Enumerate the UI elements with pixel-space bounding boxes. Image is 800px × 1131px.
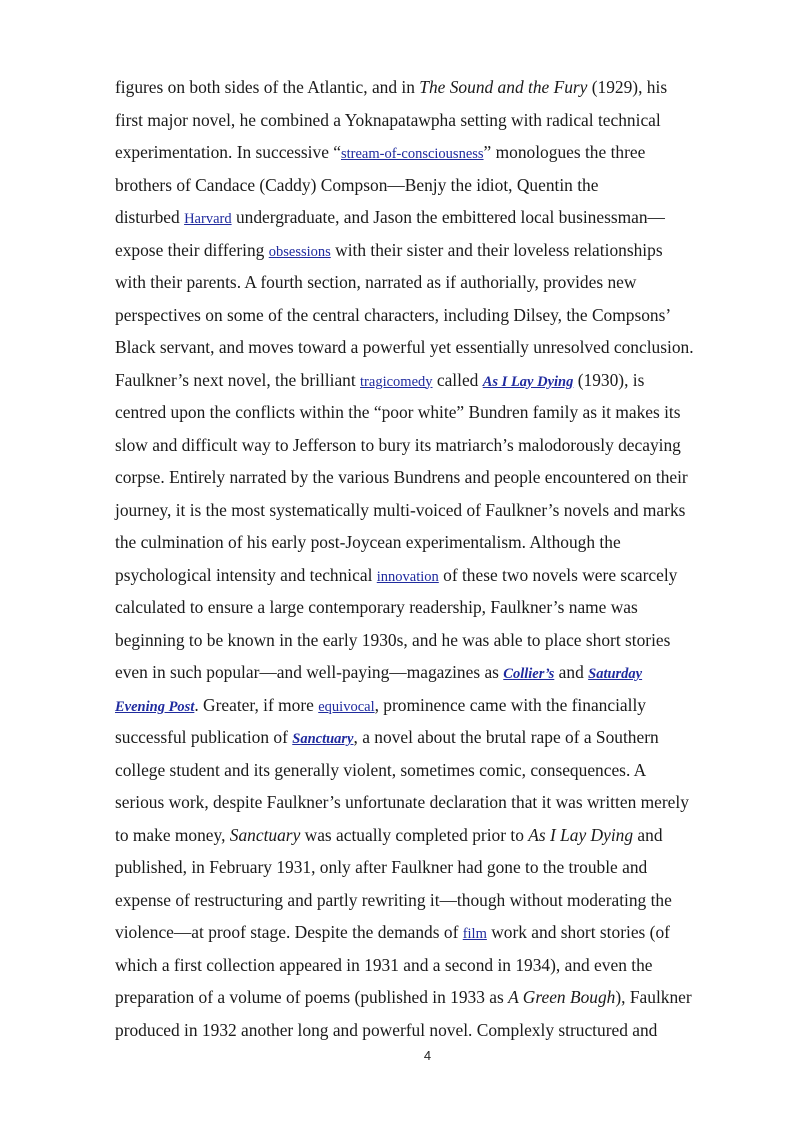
text-line (115, 461, 750, 494)
text-segment: even in such popular—and well-paying—magazines as (115, 662, 504, 682)
text-line (115, 526, 750, 559)
inline-link[interactable]: Collier’s (503, 666, 555, 682)
text-segment: undergraduate, and Jason the embittered local businessman— (231, 207, 665, 227)
text-line (115, 266, 750, 299)
text-segment: calculated to ensure a large contemporary readership, Faulkner’s name was (115, 597, 638, 617)
text-line (115, 71, 750, 104)
text-segment: disturbed (115, 207, 185, 227)
inline-link[interactable]: stream-of-consciousness (341, 146, 484, 162)
text-segment: serious work, despite Faulkner’s unfortunate declaration that it was written merely (115, 792, 689, 812)
text-segment: expose their differing (115, 239, 269, 260)
text-line (115, 949, 750, 982)
text-segment: and (554, 662, 589, 682)
text-line (115, 364, 750, 397)
text-line (115, 299, 750, 332)
text-segment: slow and difficult way to Jefferson to bury its matriarch’s malodorously decaying (115, 434, 681, 455)
text-segment: which a first collection appeared in 1931 and a second in 1934), and even the (115, 954, 653, 975)
text-segment: the culmination of his early post-Joycean experimentalism. Although the (115, 532, 621, 552)
inline-link[interactable]: As I Lay Dying (482, 373, 574, 390)
text-segment: brothers of Candace (Caddy) Compson—Benjy the idiot, Quentin the (115, 174, 599, 195)
text-segment: successful publication of (115, 727, 293, 747)
italic-title: Sanctuary (229, 824, 301, 845)
text-line (115, 136, 750, 169)
text-line (115, 1014, 750, 1047)
text-segment: corpse. Entirely narrated by the various Bundrens and people encountered on their (115, 467, 688, 487)
page-number: 4 (423, 1048, 432, 1063)
text-segment: to make money, (115, 824, 230, 845)
text-segment: published, in February 1931, only after Faulkner had gone to the trouble and (115, 857, 648, 877)
inline-link[interactable]: innovation (376, 568, 439, 585)
inline-link[interactable]: equivocal (318, 698, 375, 715)
text-line (115, 559, 750, 592)
text-segment: Faulkner’s next novel, the brilliant (115, 369, 361, 390)
text-segment: first major novel, he combined a Yoknapatawpha setting with radical technical (115, 109, 661, 130)
text-line (115, 786, 750, 819)
text-line (115, 981, 750, 1014)
inline-link[interactable]: Evening Post (115, 698, 195, 715)
italic-title: A Green Bough (508, 987, 616, 1007)
text-segment: expense of restructuring and partly rewriting it—though without moderating the (115, 889, 672, 910)
text-line (115, 104, 750, 137)
text-segment: work and short stories (of (486, 922, 670, 942)
inline-link[interactable]: tragicomedy (360, 373, 433, 390)
text-line (115, 624, 750, 657)
text-line (115, 494, 750, 527)
text-segment: (1929), his (587, 77, 668, 97)
text-segment: of these two novels were scarcely (438, 564, 678, 585)
text-line (115, 916, 750, 949)
text-segment: with their sister and their loveless relationships (330, 239, 663, 260)
text-segment: college student and its generally violent, sometimes comic, consequences. A (115, 759, 647, 780)
text-segment: centred upon the conflicts within the “poor white” Bundren family as it makes its (115, 402, 681, 422)
text-line (115, 396, 750, 429)
inline-link[interactable]: Harvard (184, 211, 232, 227)
text-segment: with their parents. A fourth section, narrated as if authorially, provides new (115, 272, 637, 292)
text-segment: preparation of a volume of poems (published in 1933 as (115, 987, 509, 1007)
text-line (115, 591, 750, 624)
text-line (115, 429, 750, 462)
text-segment: ” monologues the three (483, 142, 646, 162)
inline-link[interactable]: Saturday (588, 666, 643, 682)
text-segment: called (432, 369, 483, 390)
text-segment: perspectives on some of the central characters, including Dilsey, the Compsons’ (115, 304, 672, 325)
text-segment: , prominence came with the financially (374, 694, 646, 715)
text-segment: psychological intensity and technical (115, 564, 377, 585)
text-segment: Black servant, and moves toward a powerful yet essentially unresolved conclusion. (115, 337, 694, 357)
text-line (115, 331, 750, 364)
text-line (115, 754, 750, 787)
inline-link[interactable]: film (462, 926, 487, 942)
inline-link[interactable]: obsessions (268, 243, 331, 260)
text-segment: ), Faulkner (615, 987, 692, 1007)
text-segment: . Greater, if more (194, 694, 319, 715)
text-segment: and (633, 824, 663, 845)
text-segment: violence—at proof stage. Despite the demands of (115, 922, 463, 942)
italic-title: As I Lay Dying (528, 824, 634, 845)
text-line (115, 884, 750, 917)
text-line (115, 201, 750, 234)
text-segment: figures on both sides of the Atlantic, and in (115, 77, 420, 97)
text-segment: beginning to be known in the early 1930s, and he was able to place short stories (115, 629, 671, 650)
text-line (115, 851, 750, 884)
text-segment: journey, it is the most systematically multi-voiced of Faulkner’s novels and marks (115, 499, 686, 520)
inline-link[interactable]: Sanctuary (292, 731, 354, 747)
text-line (115, 169, 750, 202)
text-segment: , a novel about the brutal rape of a Southern (353, 727, 659, 747)
text-segment: produced in 1932 another long and powerful novel. Complexly structured and (115, 1019, 658, 1040)
text-segment: experimentation. In successive “ (115, 142, 341, 162)
text-line (115, 656, 750, 689)
italic-title: The Sound and the Fury (419, 77, 588, 97)
text-segment: was actually completed prior to (300, 824, 529, 845)
text-line (115, 689, 750, 722)
document-body (115, 71, 750, 1046)
text-line (115, 721, 750, 754)
text-line (115, 819, 750, 852)
text-line (115, 234, 750, 267)
text-segment: (1930), is (573, 369, 645, 390)
